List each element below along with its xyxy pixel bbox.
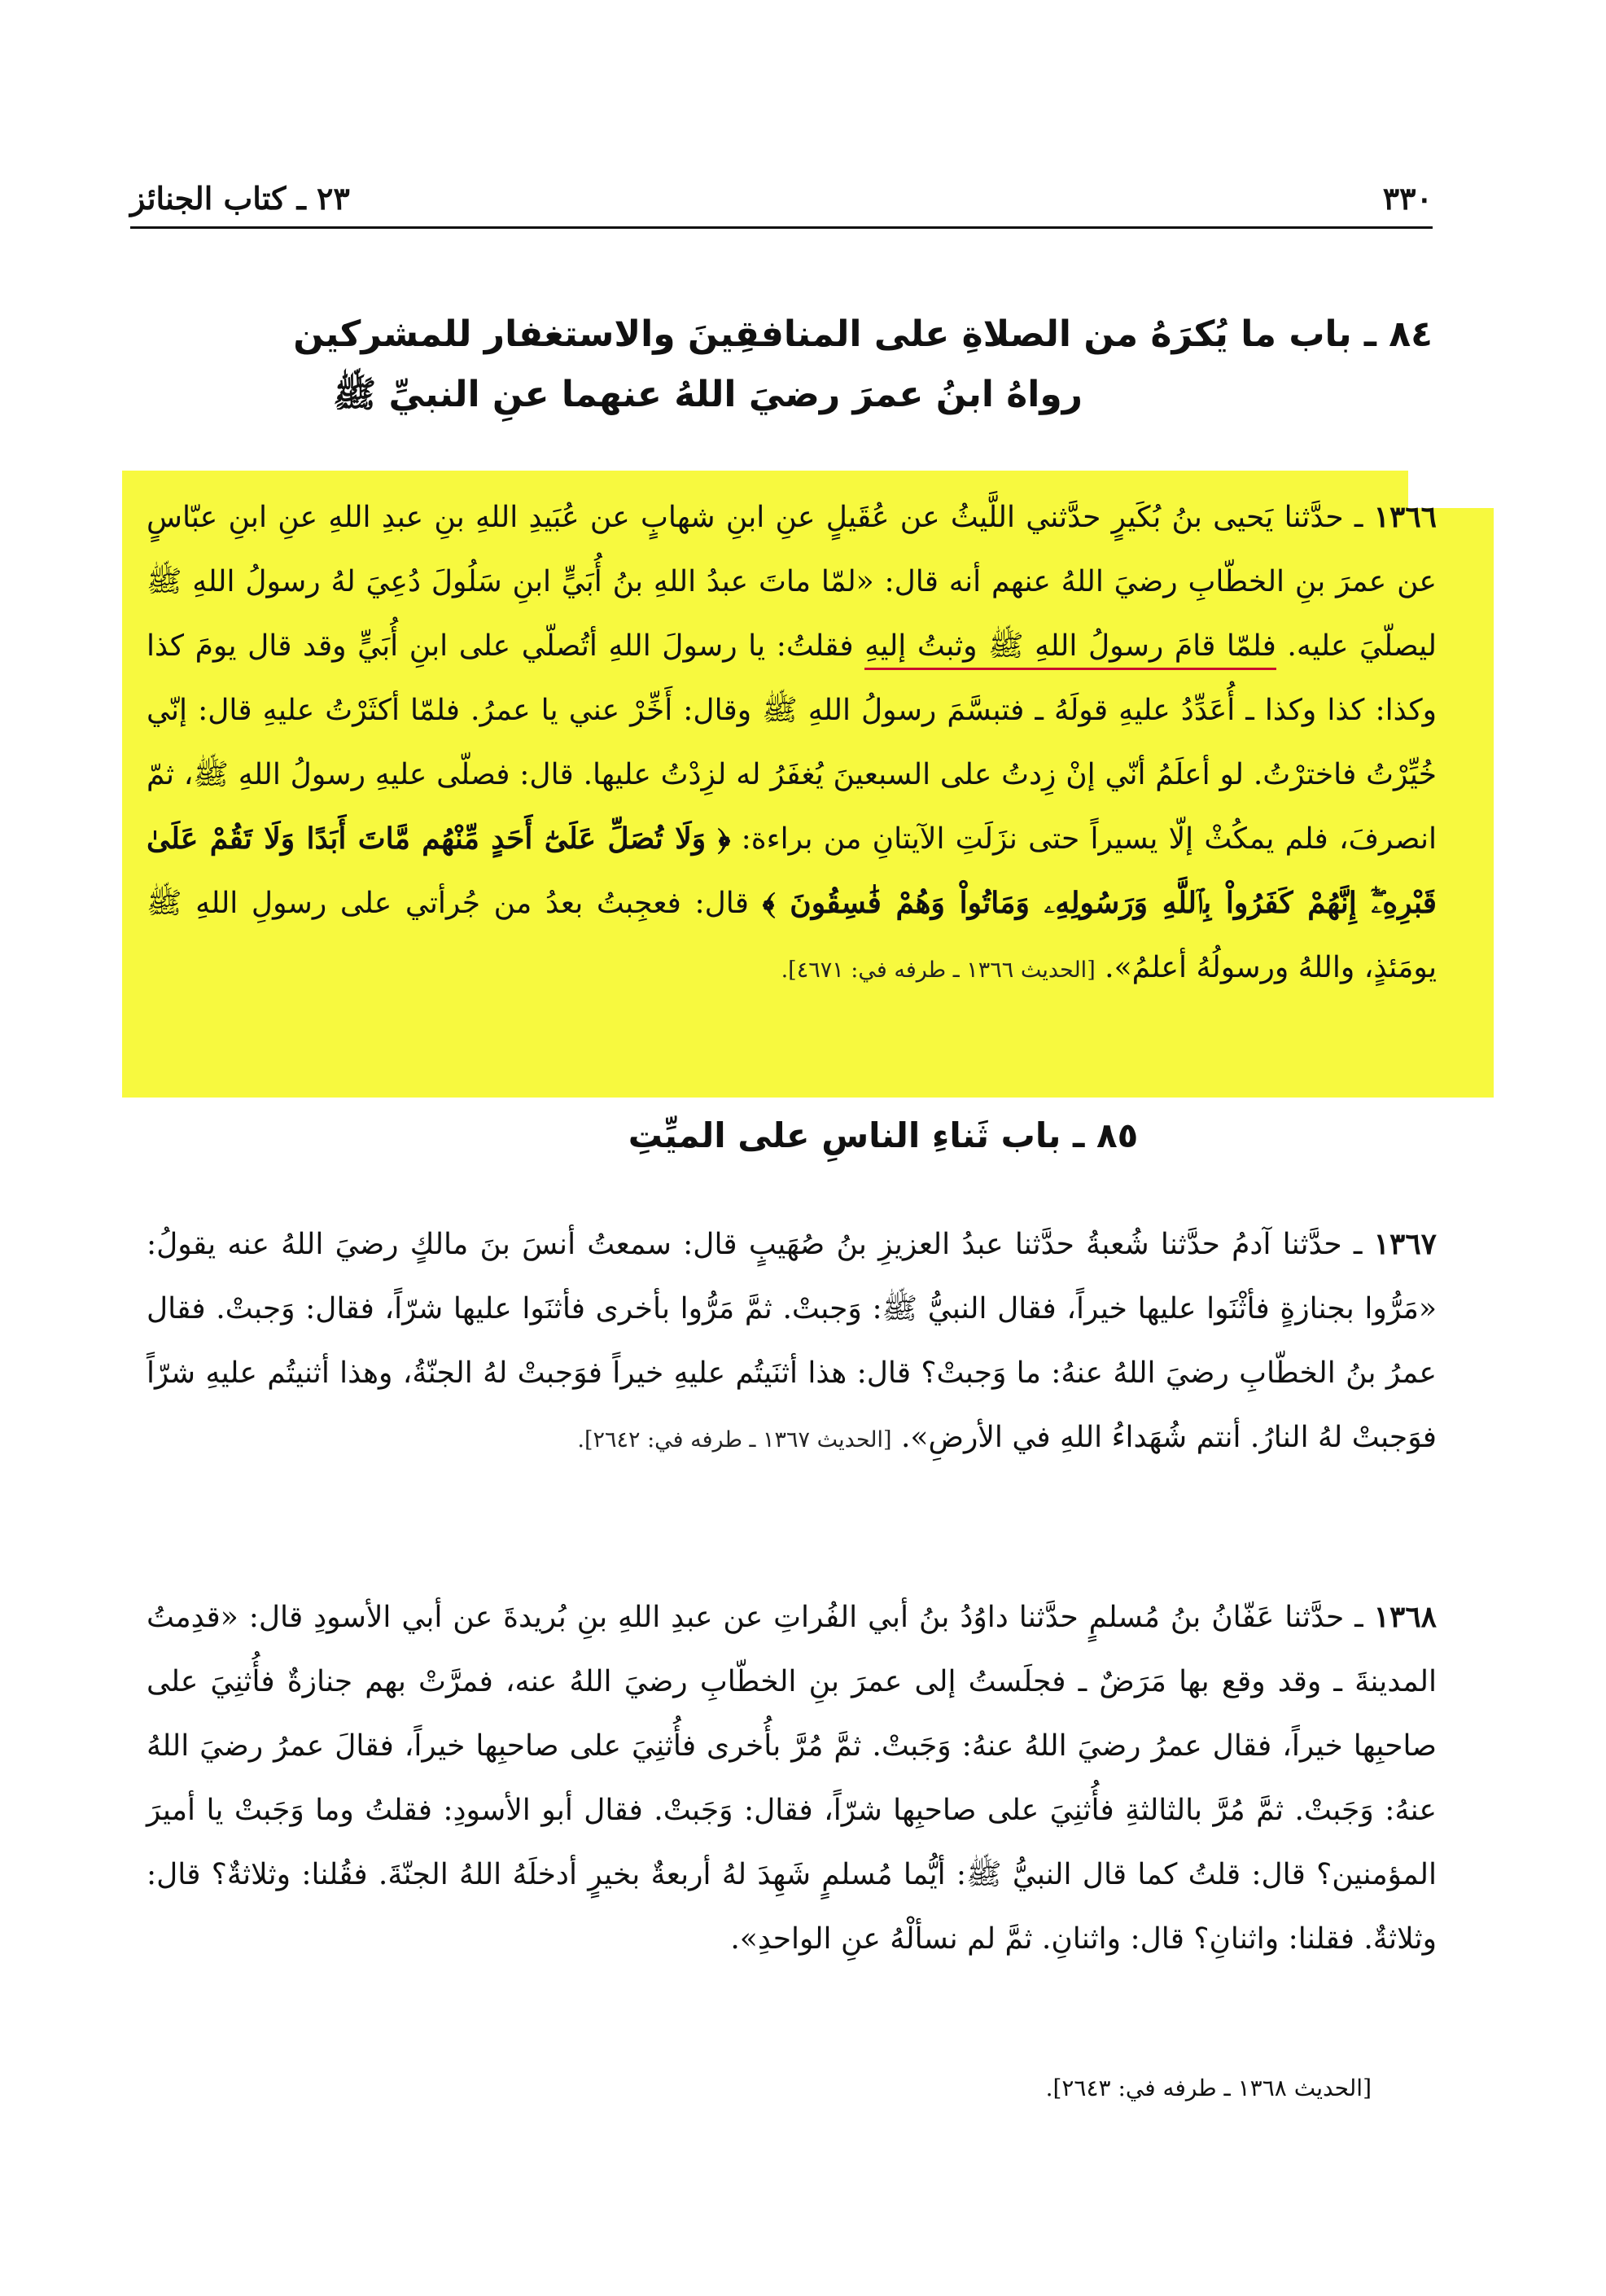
hadith-reference: [الحديث ١٣٦٦ ـ طرفه في: ٤٦٧١]. [781,957,1096,983]
quran-verse: ﴿ وَلَا تُصَلِّ عَلَىٰٓ أَحَدٍ مِّنْهُم مَّاتَ أَبَدًا وَلَا تَقُمْ عَلَىٰ قَبْرِهِۦٓۖ إِنَّهُمْ كَفَرُواْ بِٱللَّهِ وَرَسُولِهِۦ وَمَاتُواْ وَهُمْ فَٰسِقُونَ ﴾ [147,822,1438,920]
chapter-title: ٢٣ ـ كتاب الجنائز [130,179,350,217]
hadith-text-c: قال: فعجِبتُ بعدُ من جُرأتي على رسولِ اللهِ ﷺ يومَئذٍ، واللهُ ورسولُهُ أعلمُ». [147,887,1437,984]
hadith-1367 [147,1212,1437,1472]
hadith-1368-reference [147,2064,1437,2113]
hadith-text-a: ـ حدَّثنا يَحيى بنُ بُكَيرٍ حدَّثني اللَّيثُ عن عُقَيلٍ عنِ ابنِ شهابٍ عن عُبَيدِ اللهِ بنِ عبدِ اللهِ عنِ ابنِ عبّاسٍ عن عمرَ بنِ الخطّابِ رضيَ اللهُ عنهم أنه قال: «لمّا ماتَ عبدُ اللهِ بنُ أُبَيٍّ ابنِ سَلُولَ دُعِيَ لهُ رسولُ اللهِ ﷺ ليصلّيَ عليه. [147,501,1437,663]
hadith-reference: [الحديث ١٣٦٧ ـ طرفه في: ٢٦٤٢]. [577,1427,892,1453]
hadith-reference: [الحديث ١٣٦٨ ـ طرفه في: ٢٦٤٣]. [1045,2075,1372,2101]
hadith-number: ١٣٦٧ [1373,1227,1437,1261]
hadith-text: ـ حدَّثنا عَفّانُ بنُ مُسلمٍ حدَّثنا داوُدُ بنُ أبي الفُراتِ عن عبدِ اللهِ بنِ بُريدةَ عن أبي الأسودِ قال: «قدِمتُ المدينةَ ـ وقد وقع بها مَرَضٌ ـ فجلَستُ إلى عمرَ بنِ الخطّابِ رضيَ اللهُ عنه، فمرَّتْ بهم جنازةٌ فأُثنِيَ على صاحبِها خيراً، فقال عمرُ رضيَ اللهُ عنهُ: وَجَبتْ. ثمَّ مُرَّ بأُخرى فأُثنِيَ على صاحبِها خيراً، فقالَ عمرُ رضيَ اللهُ عنهُ: وَجَبتْ. ثمَّ مُرَّ بالثالثةِ فأُثنِيَ على صاحبِها شرّاً، فقال: وَجَبتْ. فقال أبو الأسودِ: فقلتُ وما وَجَبتْ يا أميرَ المؤمنين؟ قال: قلتُ كما قال النبيُّ ﷺ: أيُّما مُسلمٍ شَهِدَ لهُ أربعةٌ بخيرٍ أدخلَهُ اللهُ الجنّةَ. فقُلنا: وثلاثةٌ؟ قال: وثلاثةٌ. فقلنا: واثنانِ؟ قال: واثنانِ. ثمَّ لم نسألْهُ عنِ الواحدِ». [147,1601,1437,1956]
hadith-text-b: فقلتُ: يا رسولَ اللهِ أتُصلّي على ابنِ أُبَيٍّ وقد قال يومَ كذا وكذا: كذا وكذا ـ أُعَدِّدُ عليهِ قولَهُ ـ فتبسَّمَ رسولُ اللهِ ﷺ وقال: أَخِّرْ عني يا عمرُ. فلمّا أكثَرْتُ عليهِ قال: إنّي خُيِّرْتُ فاخترْتُ. لو أعلَمُ أنّي إنْ زِدتُ على السبعينَ يُغفَرُ له لزِدْتُ عليها. قال: فصلّى عليهِ رسولُ اللهِ ﷺ، ثمّ انصرفَ، فلم يمكُثْ إلّا يسيراً حتى نزَلَتِ الآيتانِ من براءة: [147,629,1437,856]
running-header [130,169,1433,226]
page-number: ٣٣٠ [1382,179,1433,217]
hadith-number: ١٣٦٦ [1373,500,1437,534]
chapter-heading-title: ٨٤ ـ باب ما يُكرَهُ من الصلاةِ على المنافقِينَ والاستغفار للمشركين [293,313,1433,355]
underlined-phrase: فلمّا قامَ رسولُ اللهِ ﷺ وثبتُ إليهِ [864,629,1276,670]
hadith-1368 [147,1585,1437,1971]
chapter-heading [130,305,1433,425]
section-title: ٨٥ ـ باب ثَناءِ الناسِ على الميِّتِ [628,1115,1139,1155]
hadith-text: ـ حدَّثنا آدمُ حدَّثنا شُعبةُ حدَّثنا عبدُ العزيزِ بنُ صُهَيبٍ قال: سمعتُ أنسَ بنَ مالكٍ رضيَ اللهُ عنه يقولُ: «مَرُّوا بجنازةٍ فأثْنَوا عليها خيراً، فقال النبيُّ ﷺ: وَجبتْ. ثمَّ مَرُّوا بأخرى فأثنَوا عليها شرّاً، فقال: وَجبتْ. فقال عمرُ بنُ الخطّابِ رضيَ اللهُ عنهُ: ما وَجبتْ؟ قال: هذا أثنَيتُم عليهِ خيراً فوَجبتْ لهُ الجنّةُ، وهذا أثنيتُم عليهِ شرّاً فوَجبتْ لهُ النارُ. أنتم شُهَداءُ اللهِ في الأرضِ». [147,1228,1437,1454]
chapter-heading-narrator: رواهُ ابنُ عمرَ رضيَ اللهُ عنهما عنِ النبيِّ ﷺ [333,374,1083,415]
header-rule [130,226,1433,229]
hadith-number: ١٣٦٨ [1373,1600,1437,1634]
hadith-1366 [147,485,1437,1002]
section-heading [130,1103,1433,1168]
